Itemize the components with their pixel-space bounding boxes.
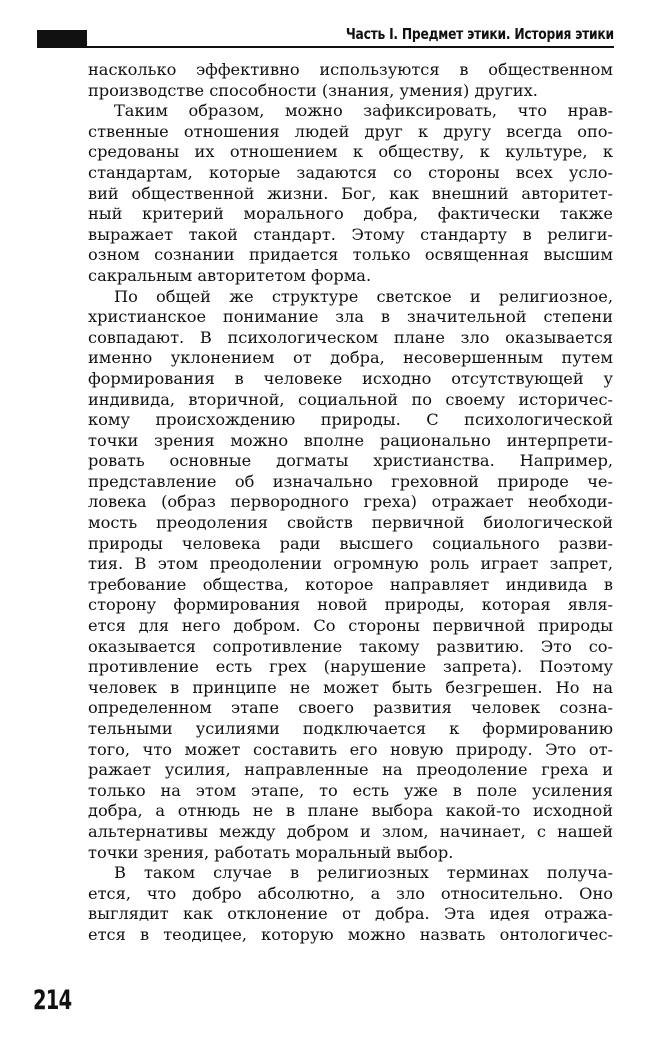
text-line: точки зрения можно вполне рационально интерпрети- xyxy=(88,430,613,450)
text-line: насколько эффективно используются в общественном xyxy=(88,60,613,79)
text-line: В таком случае в религиозных терминах получа- xyxy=(114,863,613,883)
text-line: совпадают. В психологическом плане зло оказывается xyxy=(88,327,613,347)
text-line: противление есть грех (нарушение запрета). Поэтому xyxy=(88,657,613,677)
text-line: индивида, вторичной, социальной по своему историчес- xyxy=(88,389,613,409)
text-line: представление об изначально греховной природе че- xyxy=(88,471,613,491)
running-header-title: Часть I. Предмет этики. История этики xyxy=(345,25,614,43)
text-line: природы человека ради высшего социального разви- xyxy=(88,533,613,553)
text-line: мость преодоления свойств первичной биологической xyxy=(88,513,613,533)
text-line: озном сознании придается только освященная высшим xyxy=(88,245,613,265)
text-line: стандартам, которые задаются со стороны всех усло- xyxy=(88,162,613,182)
text-line: христианское понимание зла в значительной степени xyxy=(88,307,613,327)
header-black-bar xyxy=(37,30,87,47)
header-rule xyxy=(37,46,614,48)
text-line: ется для него добром. Со стороны первичной природы xyxy=(88,616,613,636)
text-line: добра, а отнюдь не в плане выбора какой-то исходной xyxy=(88,801,613,821)
paragraph xyxy=(88,287,613,864)
text-line: ется, что добро абсолютно, а зло относительно. Оно xyxy=(88,883,613,903)
text-line: альтернативы между добром и злом, начинает, с нашей xyxy=(88,821,613,841)
text-line: точки зрения, работать моральный выбор. xyxy=(88,842,454,862)
text-line: сакральным авторитетом форма. xyxy=(88,265,372,285)
text-line: формирования в человеке исходно отсутствующей у xyxy=(88,368,613,388)
text-line: Таким образом, можно зафиксировать, что нрав- xyxy=(114,101,613,121)
text-line: тия. В этом преодолении огромную роль играет запрет, xyxy=(88,554,613,574)
text-line: ный критерий морального добра, фактически также xyxy=(88,204,613,224)
paragraph xyxy=(88,101,613,286)
text-line: По общей же структуре светское и религиозное, xyxy=(114,286,613,306)
text-line: кому происхождению природы. С психологической xyxy=(88,410,613,430)
text-line: того, что может составить его новую природу. Это от- xyxy=(88,739,613,759)
text-line: тельными усилиями подключается к формированию xyxy=(88,719,613,738)
text-line: оказывается сопротивление такому развитию. Это со- xyxy=(88,636,613,656)
paragraph xyxy=(88,863,613,945)
body-text xyxy=(88,60,613,946)
text-line: выглядит как отклонение от добра. Эта идея отража- xyxy=(88,904,613,924)
text-line: сторону формирования новой природы, которая явля- xyxy=(88,595,613,615)
text-line: средованы их отношением к обществу, к культуре, к xyxy=(88,142,613,162)
text-line: ровать основные догматы христианства. Например, xyxy=(88,451,613,471)
text-line: требование общества, которое направляет индивида в xyxy=(88,574,613,594)
paragraph xyxy=(88,60,613,101)
text-line: именно уклонением от добра, несовершенным путем xyxy=(88,348,613,368)
text-line: ловека (образ первородного греха) отражает необходи- xyxy=(88,492,613,512)
text-line: только на этом этапе, то есть уже в поле усиления xyxy=(88,780,613,800)
text-line: вий общественной жизни. Бог, как внешний авторитет- xyxy=(88,183,613,203)
text-line: человек в принципе не может быть безгрешен. Но на xyxy=(88,677,613,697)
text-line: ственные отношения людей друг к другу всегда опо- xyxy=(88,121,613,141)
text-line: определенном этапе своего развития человек созна- xyxy=(88,698,613,718)
text-line: ется в теодицее, которую можно назвать онтологичес- xyxy=(88,924,613,944)
text-line: выражает такой стандарт. Этому стандарту в религи- xyxy=(88,224,613,244)
text-line: производстве способности (знания, умения) других. xyxy=(88,80,538,100)
text-line: ражает усилия, направленные на преодоление греха и xyxy=(88,760,613,780)
page-number: 214 xyxy=(33,985,72,1016)
